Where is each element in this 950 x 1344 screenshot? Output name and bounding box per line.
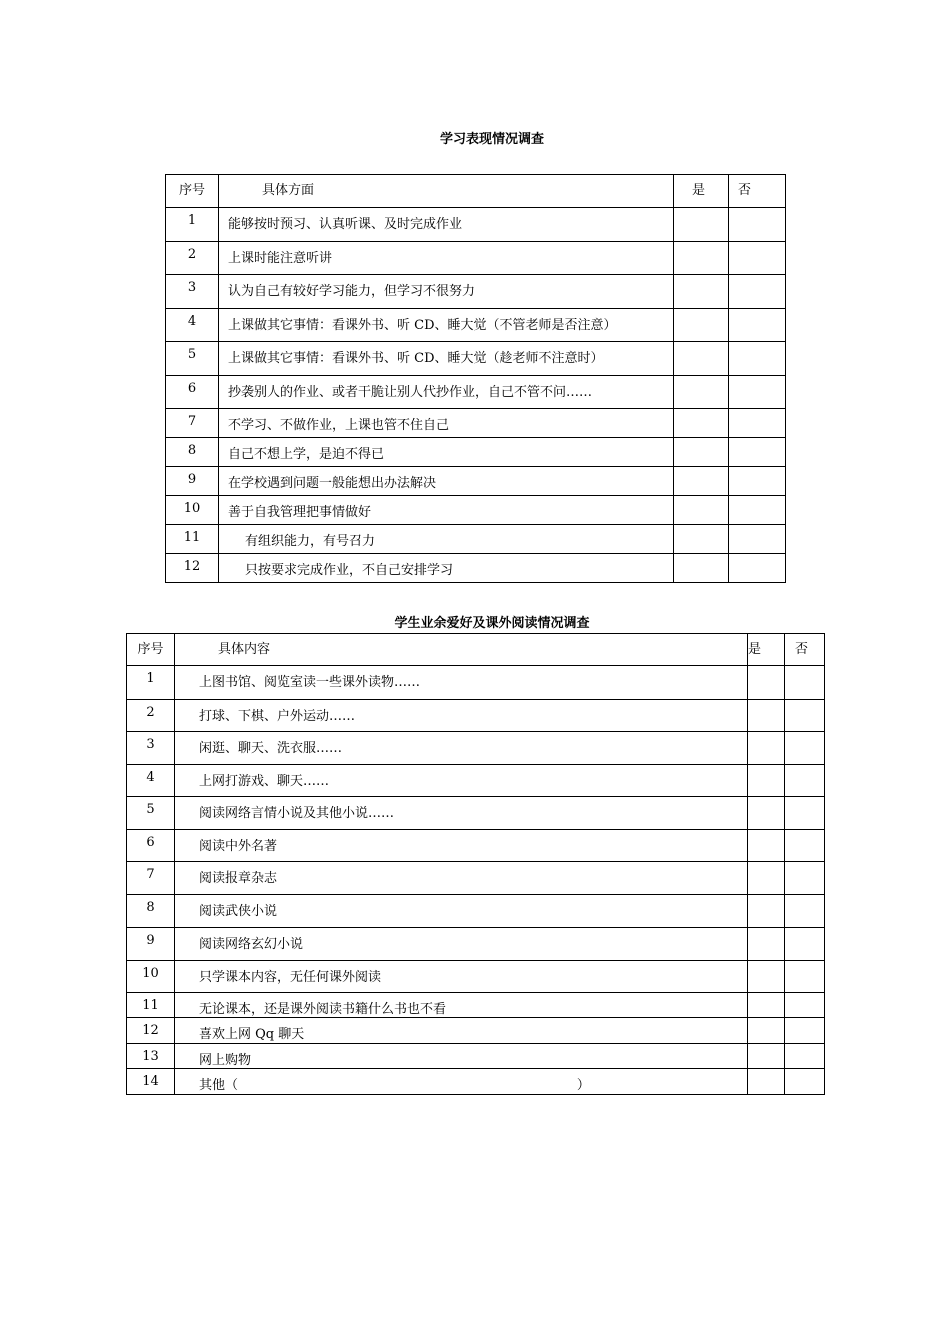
row-num: 6	[127, 830, 175, 862]
row-num: 5	[166, 342, 219, 376]
yes-cell[interactable]	[674, 438, 729, 467]
yes-cell[interactable]	[674, 275, 729, 309]
table-row	[166, 309, 786, 342]
table-row	[166, 242, 786, 275]
row-text: 只学课本内容，无任何课外阅读	[175, 961, 748, 993]
no-cell[interactable]	[729, 554, 786, 583]
row-text-cell	[219, 525, 674, 554]
row-text: 只按要求完成作业，不自己安排学习	[245, 563, 454, 578]
row-num: 4	[166, 309, 219, 342]
no-cell[interactable]	[785, 1044, 825, 1069]
row-text: 上图书馆、阅览室读一些课外读物……	[175, 666, 748, 700]
no-cell[interactable]	[785, 961, 825, 993]
no-cell[interactable]	[729, 309, 786, 342]
header-no: 否	[785, 634, 825, 666]
yes-cell[interactable]	[748, 765, 785, 797]
row-text: 阅读网络言情小说及其他小说……	[175, 797, 748, 830]
no-cell[interactable]	[785, 993, 825, 1018]
table-row	[127, 961, 825, 993]
yes-cell[interactable]	[748, 928, 785, 961]
yes-cell[interactable]	[674, 342, 729, 376]
table-row	[166, 275, 786, 309]
table-row	[127, 732, 825, 765]
row-num: 9	[166, 467, 219, 496]
no-cell[interactable]	[785, 928, 825, 961]
table-header-row	[166, 175, 786, 208]
survey1-title: 学习表现情况调查	[439, 132, 544, 147]
table-row	[127, 797, 825, 830]
row-text: 上课做其它事情：看课外书、听 CD、睡大觉（趁老师不注意时）	[219, 342, 674, 376]
header-item: 具体方面	[219, 175, 674, 208]
no-cell[interactable]	[729, 496, 786, 525]
no-cell[interactable]	[729, 409, 786, 438]
row-num: 1	[166, 208, 219, 242]
row-num: 2	[166, 242, 219, 275]
table-row	[127, 1069, 825, 1095]
yes-cell[interactable]	[674, 496, 729, 525]
row-text: 有组织能力，有号召力	[245, 534, 376, 549]
no-cell[interactable]	[785, 895, 825, 928]
row-num: 7	[166, 409, 219, 438]
row-text: 阅读中外名著	[175, 830, 748, 862]
row-num: 3	[166, 275, 219, 309]
no-cell[interactable]	[729, 467, 786, 496]
header-num: 序号	[166, 175, 219, 208]
row-text: 阅读网络玄幻小说	[175, 928, 748, 961]
row-text: 上课做其它事情：看课外书、听 CD、睡大觉（不管老师是否注意）	[219, 309, 674, 342]
table-row	[127, 700, 825, 732]
row-num: 12	[166, 554, 219, 583]
no-cell[interactable]	[785, 797, 825, 830]
row-text: 阅读报章杂志	[175, 862, 748, 895]
row-text: 上课时能注意听讲	[219, 242, 674, 275]
row-num: 8	[127, 895, 175, 928]
yes-cell[interactable]	[674, 467, 729, 496]
table-row	[127, 666, 825, 700]
row-text: 能够按时预习、认真听课、及时完成作业	[219, 208, 674, 242]
no-cell[interactable]	[729, 242, 786, 275]
yes-cell[interactable]	[748, 993, 785, 1018]
no-cell[interactable]	[785, 1018, 825, 1044]
table-row	[127, 765, 825, 797]
table-row	[127, 830, 825, 862]
table-row	[166, 496, 786, 525]
table-row	[166, 208, 786, 242]
no-cell[interactable]	[729, 208, 786, 242]
row-num: 13	[127, 1044, 175, 1069]
table-row	[166, 376, 786, 409]
row-text: 在学校遇到问题一般能想出办法解决	[219, 467, 674, 496]
table-header-row	[127, 634, 825, 666]
no-cell[interactable]	[729, 525, 786, 554]
yes-cell[interactable]	[748, 862, 785, 895]
header-yes: 是	[748, 634, 785, 666]
row-text: 上网打游戏、聊天……	[175, 765, 748, 797]
yes-cell[interactable]	[748, 1044, 785, 1069]
no-cell[interactable]	[729, 342, 786, 376]
table-row	[127, 928, 825, 961]
no-cell[interactable]	[785, 862, 825, 895]
row-text-cell	[219, 554, 674, 583]
yes-cell[interactable]	[748, 895, 785, 928]
yes-cell[interactable]	[674, 242, 729, 275]
row-num: 10	[127, 961, 175, 993]
no-cell[interactable]	[785, 1069, 825, 1095]
yes-cell[interactable]	[674, 208, 729, 242]
table-row	[166, 438, 786, 467]
table-row	[166, 409, 786, 438]
header-no: 否	[729, 175, 786, 208]
row-text: 认为自己有较好学习能力，但学习不很努力	[219, 275, 674, 309]
row-num: 10	[166, 496, 219, 525]
row-num: 2	[127, 700, 175, 732]
row-text: 自己不想上学，是迫不得已	[219, 438, 674, 467]
row-num: 11	[166, 525, 219, 554]
no-cell[interactable]	[785, 666, 825, 700]
yes-cell[interactable]	[748, 830, 785, 862]
yes-cell[interactable]	[674, 376, 729, 409]
row-num: 1	[127, 666, 175, 700]
table-row	[127, 993, 825, 1018]
row-num: 8	[166, 438, 219, 467]
yes-cell[interactable]	[674, 525, 729, 554]
yes-cell[interactable]	[748, 1018, 785, 1044]
row-text: 抄袭别人的作业、或者干脆让别人代抄作业，自己不管不问……	[219, 376, 674, 409]
row-text: 善于自我管理把事情做好	[219, 496, 674, 525]
no-cell[interactable]	[729, 376, 786, 409]
row-text: 不学习、不做作业，上课也管不住自己	[219, 409, 674, 438]
header-yes: 是	[674, 175, 729, 208]
row-num: 7	[127, 862, 175, 895]
table-row	[166, 342, 786, 376]
no-cell[interactable]	[785, 765, 825, 797]
yes-cell[interactable]	[674, 309, 729, 342]
table-row	[127, 862, 825, 895]
row-num: 6	[166, 376, 219, 409]
yes-cell[interactable]	[748, 700, 785, 732]
header-item: 具体内容	[175, 634, 748, 666]
survey2-title: 学生业余爱好及课外阅读情况调查	[394, 616, 590, 631]
row-num: 14	[127, 1069, 175, 1095]
no-cell[interactable]	[785, 732, 825, 765]
no-cell[interactable]	[785, 830, 825, 862]
table-row	[127, 895, 825, 928]
row-text: 其他（ ）	[175, 1069, 748, 1095]
no-cell[interactable]	[729, 438, 786, 467]
yes-cell[interactable]	[674, 554, 729, 583]
study-performance-table	[165, 174, 786, 583]
table-row	[127, 1018, 825, 1044]
row-num: 9	[127, 928, 175, 961]
header-num: 序号	[127, 634, 175, 666]
row-text: 阅读武侠小说	[175, 895, 748, 928]
table-row	[166, 467, 786, 496]
yes-cell[interactable]	[748, 732, 785, 765]
row-text: 闲逛、聊天、洗衣服……	[175, 732, 748, 765]
row-num: 12	[127, 1018, 175, 1044]
row-text: 网上购物	[175, 1044, 748, 1069]
table-row	[127, 1044, 825, 1069]
table-row	[166, 525, 786, 554]
row-num: 3	[127, 732, 175, 765]
row-num: 11	[127, 993, 175, 1018]
row-num: 5	[127, 797, 175, 830]
table-row	[166, 554, 786, 583]
yes-cell[interactable]	[748, 797, 785, 830]
no-cell[interactable]	[729, 275, 786, 309]
row-text: 无论课本，还是课外阅读书籍什么书也不看	[175, 993, 748, 1018]
yes-cell[interactable]	[748, 1069, 785, 1095]
row-text: 打球、下棋、户外运动……	[175, 700, 748, 732]
yes-cell[interactable]	[674, 409, 729, 438]
row-text: 喜欢上网 Qq 聊天	[175, 1018, 748, 1044]
hobby-reading-table	[126, 633, 825, 1095]
yes-cell[interactable]	[748, 666, 785, 700]
row-num: 4	[127, 765, 175, 797]
no-cell[interactable]	[785, 700, 825, 732]
yes-cell[interactable]	[748, 961, 785, 993]
